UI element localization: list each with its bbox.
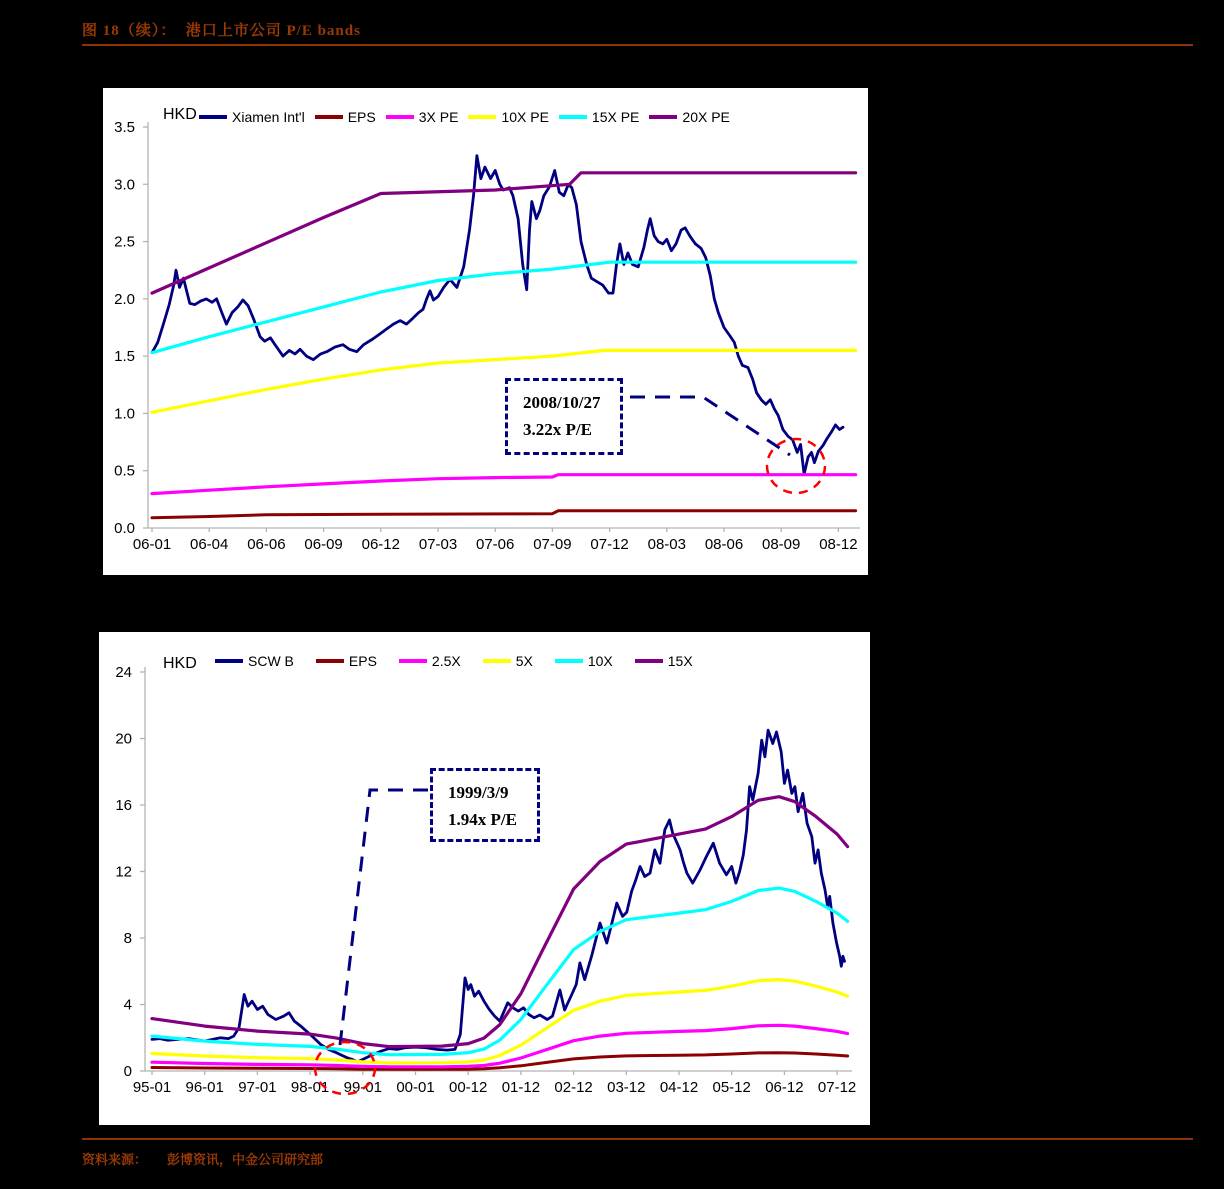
x-tick-label: 98-01 bbox=[290, 1079, 330, 1096]
x-tick-label: 95-01 bbox=[132, 1079, 172, 1096]
title-divider bbox=[82, 44, 1193, 46]
legend-label: 5X bbox=[515, 653, 533, 669]
legend-xiamen bbox=[199, 109, 730, 125]
legend-item bbox=[315, 109, 376, 125]
y-tick-label: 12 bbox=[115, 863, 132, 881]
series-20x-pe bbox=[152, 173, 856, 293]
y-axis-unit-label: HKD bbox=[163, 655, 197, 672]
legend-item bbox=[635, 653, 693, 669]
legend-swatch bbox=[399, 659, 427, 663]
legend-scwb bbox=[215, 653, 693, 669]
y-tick-label: 3.0 bbox=[114, 176, 135, 194]
legend-item bbox=[215, 653, 294, 669]
y-tick-label: 2.0 bbox=[114, 290, 135, 308]
legend-label: EPS bbox=[348, 653, 377, 669]
x-tick-label: 06-06 bbox=[247, 536, 286, 553]
y-tick-label: 24 bbox=[115, 664, 132, 681]
x-tick-label: 04-12 bbox=[659, 1079, 699, 1096]
legend-item bbox=[649, 109, 729, 125]
series-10x-pe bbox=[152, 350, 856, 412]
x-tick-label: 06-04 bbox=[190, 536, 229, 553]
annotation-leader-line bbox=[340, 790, 428, 1045]
source-line bbox=[82, 1149, 323, 1168]
legend-item bbox=[199, 109, 305, 125]
legend-item bbox=[386, 109, 459, 125]
x-tick-label: 06-12 bbox=[765, 1079, 804, 1096]
legend-label: 10X PE bbox=[501, 109, 549, 125]
x-tick-label: 07-12 bbox=[590, 536, 629, 553]
x-tick-label: 99-01 bbox=[343, 1079, 382, 1096]
y-tick-label: 1.0 bbox=[114, 405, 135, 423]
legend-swatch bbox=[316, 659, 344, 663]
legend-item bbox=[316, 653, 377, 669]
legend-swatch bbox=[649, 115, 677, 119]
x-tick-label: 05-12 bbox=[712, 1079, 751, 1096]
x-tick-label: 00-12 bbox=[449, 1079, 488, 1096]
x-tick-label: 96-01 bbox=[185, 1079, 224, 1096]
y-tick-label: 4 bbox=[123, 996, 132, 1014]
legend-swatch bbox=[468, 115, 496, 119]
y-tick-label: 20 bbox=[115, 730, 132, 748]
x-tick-label: 00-01 bbox=[396, 1079, 435, 1096]
scwb-chart-plot bbox=[99, 632, 870, 1125]
legend-label: EPS bbox=[347, 109, 376, 125]
x-tick-label: 07-09 bbox=[533, 536, 572, 553]
y-tick-label: 0.5 bbox=[114, 462, 135, 480]
legend-item bbox=[555, 653, 613, 669]
x-tick-label: 02-12 bbox=[554, 1079, 593, 1096]
x-tick-label: 07-12 bbox=[817, 1079, 857, 1096]
annotation-date: 2008/10/27 bbox=[523, 393, 601, 412]
annotation-box-1999-low bbox=[430, 768, 540, 842]
legend-swatch bbox=[559, 115, 587, 119]
legend-label: 10X bbox=[587, 653, 613, 669]
legend-item bbox=[468, 109, 548, 125]
annotation-pe: 1.94x P/E bbox=[448, 810, 517, 829]
x-tick-label: 06-12 bbox=[361, 536, 400, 553]
legend-swatch bbox=[483, 659, 511, 663]
xiamen-chart-plot bbox=[103, 88, 868, 575]
y-axis-unit-label: HKD bbox=[163, 106, 197, 123]
legend-swatch bbox=[386, 115, 414, 119]
legend-swatch bbox=[315, 115, 343, 119]
legend-label: 15X PE bbox=[591, 109, 640, 125]
figure-title: 图 18（续）： 港口上市公司 P/E bands bbox=[82, 23, 361, 39]
x-tick-label: 08-12 bbox=[819, 536, 858, 553]
y-tick-label: 0.0 bbox=[114, 520, 135, 537]
annotation-pe: 3.22x P/E bbox=[523, 420, 592, 439]
legend-swatch bbox=[215, 659, 243, 663]
legend-swatch bbox=[555, 659, 583, 663]
pe-band-chart-scw-b bbox=[99, 632, 870, 1125]
source-divider bbox=[82, 1138, 1193, 1140]
y-tick-label: 2.5 bbox=[114, 233, 135, 251]
x-tick-label: 06-09 bbox=[304, 536, 343, 553]
x-tick-label: 06-01 bbox=[132, 536, 172, 553]
series-xiamen-int-l bbox=[152, 156, 843, 475]
y-tick-label: 3.5 bbox=[114, 119, 135, 136]
annotation-leader-line bbox=[630, 397, 790, 455]
x-tick-label: 97-01 bbox=[238, 1079, 277, 1096]
legend-item bbox=[559, 109, 639, 125]
y-tick-label: 1.5 bbox=[114, 348, 135, 366]
legend-label: 15X bbox=[667, 653, 693, 669]
series-3x-pe bbox=[152, 475, 856, 494]
legend-label: Xiamen Int'l bbox=[232, 109, 305, 125]
legend-item bbox=[399, 653, 461, 669]
pe-band-chart-xiamen-intl bbox=[103, 88, 868, 575]
series-15x-pe bbox=[152, 262, 856, 353]
x-tick-label: 07-06 bbox=[476, 536, 515, 553]
source-text: 彭博资讯，中金公司研究部 bbox=[167, 1152, 324, 1167]
legend-swatch bbox=[199, 115, 227, 119]
legend-label: SCW B bbox=[248, 653, 294, 669]
annotation-date: 1999/3/9 bbox=[448, 783, 509, 802]
x-tick-label: 08-06 bbox=[704, 536, 744, 553]
source-label: 资料来源： bbox=[82, 1152, 148, 1167]
y-tick-label: 16 bbox=[115, 797, 132, 814]
y-tick-label: 0 bbox=[123, 1063, 132, 1080]
y-tick-label: 8 bbox=[123, 930, 132, 947]
x-tick-label: 01-12 bbox=[501, 1079, 541, 1096]
series-eps bbox=[152, 511, 856, 518]
legend-label: 3X PE bbox=[418, 109, 459, 125]
legend-label: 20X PE bbox=[682, 109, 730, 125]
legend-label: 2.5X bbox=[431, 653, 461, 669]
x-tick-label: 07-03 bbox=[418, 536, 458, 553]
x-tick-label: 03-12 bbox=[607, 1079, 646, 1096]
legend-swatch bbox=[635, 659, 663, 663]
x-tick-label: 08-03 bbox=[647, 536, 686, 553]
legend-item bbox=[483, 653, 533, 669]
annotation-box-2008-low bbox=[505, 378, 623, 455]
x-tick-label: 08-09 bbox=[762, 536, 801, 553]
